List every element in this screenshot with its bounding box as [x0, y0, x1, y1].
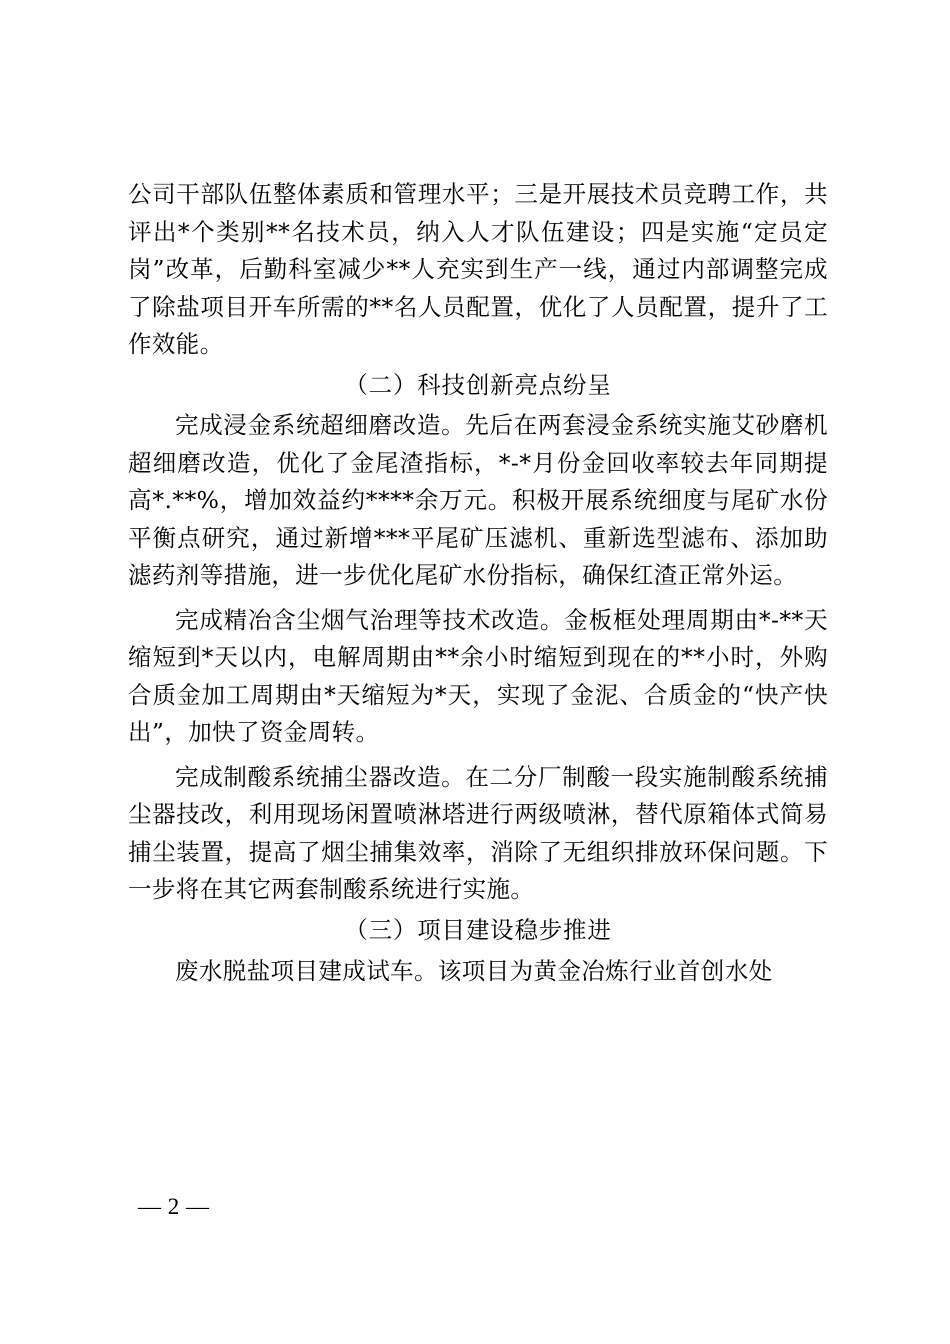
paragraph-smelting-upgrade: 完成精冶含尘烟气治理等技术改造。金板框处理周期由*-**天缩短到*天以内，电解周期由**余小时缩短到现在的**小时，外购合质金加工周期由*天缩短为*天，实现了金泥、合质金的“快产快出”，加快了资金周转。: [128, 605, 828, 746]
paragraph-continued: 公司干部队伍整体素质和管理水平；三是开展技术员竞聘工作，共评出*个类别**名技术员，纳入人才队伍建设；四是实施“定员定岗”改革，后勤科室减少**人充实到生产一线，通过内部调整完成了除盐项目开车所需的**名人员配置，优化了人员配置，提升了工作效能。: [128, 180, 828, 358]
document-body: [128, 176, 828, 991]
section-heading-project-construction: （三）项目建设稳步推进: [344, 915, 612, 944]
page-number: — 2 —: [138, 1194, 210, 1219]
paragraph-desalination-project: 废水脱盐项目建成试车。该项目为黄金冶炼行业首创水处: [175, 957, 773, 985]
paragraph-leaching-upgrade: 完成浸金系统超细磨改造。先后在两套浸金系统实施艾砂磨机超细磨改造，优化了金尾渣指标，*-*月份金回收率较去年同期提高*.**%，增加效益约****余万元。积极开展系统细度与尾矿水份平衡点研究，通过新增***平尾矿压滤机、重新选型滤布、添加助滤药剂等措施，进一步优化尾矿水份指标，确保红渣正常外运。: [128, 411, 828, 589]
paragraph-acid-system-upgrade: 完成制酸系统捕尘器改造。在二分厂制酸一段实施制酸系统捕尘器技改，利用现场闲置喷淋塔进行两级喷淋，替代原箱体式简易捕尘装置，提高了烟尘捕集效率，消除了无组织排放环保问题。下一步将在其它两套制酸系统进行实施。: [128, 762, 828, 903]
section-heading-tech-innovation: （二）科技创新亮点纷呈: [344, 370, 612, 399]
